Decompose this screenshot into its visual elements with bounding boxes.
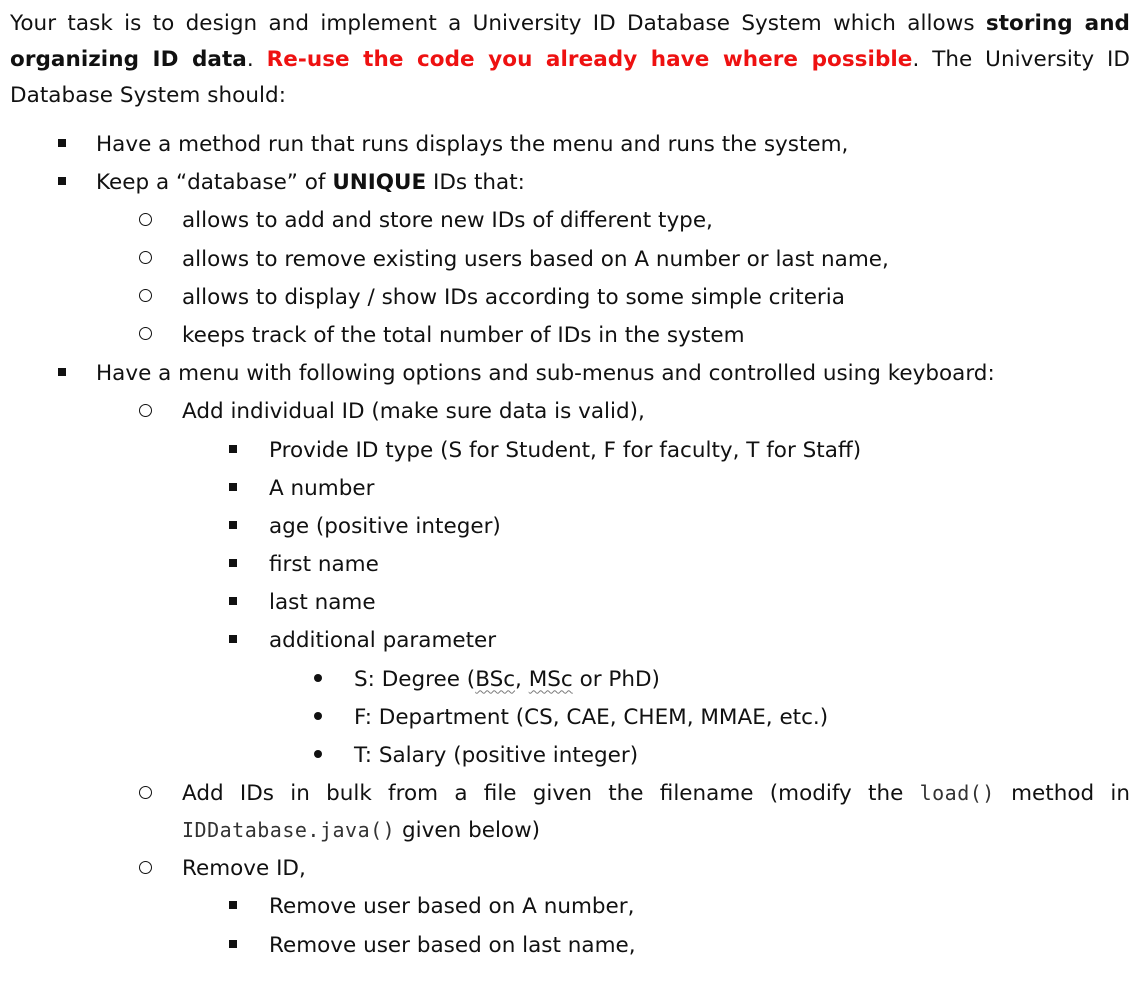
round-bullet-icon	[314, 699, 322, 737]
list-item-text: Have a menu with following options and sub-menus and controlled using keyboard:	[96, 361, 995, 387]
circle-bullet-icon	[139, 850, 152, 888]
list-item-text: allows to display / show IDs according to some simple criteria	[182, 284, 845, 310]
list-item-text: first name	[269, 552, 379, 578]
list-item-text: Remove ID,	[182, 856, 306, 882]
square-bullet-icon	[229, 927, 237, 965]
square-bullet-icon	[229, 470, 237, 508]
list-item-text: S: Degree (BSc, MSc or PhD)	[354, 666, 660, 692]
intro-text-2: .	[246, 47, 267, 72]
list-item-db-remove	[10, 241, 1130, 279]
list-item-db-add	[10, 202, 1130, 240]
circle-bullet-icon	[139, 393, 152, 431]
round-bullet-icon	[314, 737, 322, 775]
circle-bullet-icon	[139, 241, 152, 279]
intro-paragraph	[10, 6, 1130, 114]
list-item-remove-id	[10, 850, 1130, 888]
square-bullet-icon	[229, 888, 237, 926]
list-item-salary	[10, 737, 1130, 775]
list-item-text: allows to add and store new IDs of different type,	[182, 208, 713, 234]
list-item-text: Have a method run that runs displays the menu and runs the system,	[96, 132, 849, 157]
list-item-text: Remove user based on last name,	[269, 932, 636, 958]
square-bullet-icon	[58, 164, 66, 202]
spellcheck-msc: MSc	[528, 666, 573, 692]
list-item-text: Add IDs in bulk from a file given the filename (modify the load() method in IDDatabase.java() given below)	[182, 781, 1130, 844]
circle-bullet-icon	[139, 279, 152, 317]
list-item-text: additional parameter	[269, 628, 497, 654]
circle-bullet-icon	[139, 317, 152, 355]
list-item-remove-a-number	[10, 888, 1130, 926]
list-item-remove-last-name	[10, 927, 1130, 965]
list-item-text: F: Department (CS, CAE, CHEM, MMAE, etc.)	[354, 704, 829, 730]
list-item-a-number	[10, 470, 1130, 508]
list-item-department	[10, 699, 1130, 737]
square-bullet-icon	[229, 546, 237, 584]
square-bullet-icon	[229, 432, 237, 470]
spellcheck-bsc: BSc	[475, 666, 516, 692]
code-load: load()	[919, 781, 995, 806]
intro-red-reuse: Re-use the code you already have where possible	[266, 47, 913, 72]
list-item-bulk-add	[10, 775, 1130, 849]
list-item-run-method	[10, 126, 1130, 164]
square-bullet-icon	[58, 355, 66, 393]
list-item-text: Remove user based on A number,	[269, 894, 635, 920]
intro-bold-storing: storing and organizing ID data	[10, 11, 1130, 72]
circle-bullet-icon	[139, 775, 152, 812]
list-item-text: Provide ID type (S for Student, F for faculty, T for Staff)	[269, 437, 862, 463]
list-item-add-individual	[10, 393, 1130, 431]
list-item-text: Add individual ID (make sure data is valid),	[182, 399, 645, 425]
list-item-text: allows to remove existing users based on A number or last name,	[182, 246, 889, 272]
list-item-first-name	[10, 546, 1130, 584]
list-item-age	[10, 508, 1130, 546]
list-item-keep-database	[10, 164, 1130, 202]
list-item-text: A number	[269, 475, 375, 501]
intro-text-3: . The University ID Database System should:	[10, 47, 1130, 108]
unique-bold: UNIQUE	[332, 170, 427, 196]
list-item-text: keeps track of the total number of IDs in the system	[182, 322, 745, 348]
square-bullet-icon	[58, 126, 66, 164]
list-item-text: T: Salary (positive integer)	[354, 743, 639, 768]
list-item-db-track	[10, 317, 1130, 355]
list-item-db-display	[10, 279, 1130, 317]
list-item-menu	[10, 355, 1130, 393]
intro-text-1: Your task is to design and implement a University ID Database System which allows	[10, 11, 986, 36]
circle-bullet-icon	[139, 202, 152, 240]
list-item-text: last name	[269, 590, 376, 616]
list-item-degree	[10, 661, 1130, 699]
list-item-additional-parameter	[10, 622, 1130, 660]
list-item-text: Keep a “database” of UNIQUE IDs that:	[96, 170, 525, 196]
square-bullet-icon	[229, 622, 237, 660]
list-item-id-type	[10, 432, 1130, 470]
list-item-text: age (positive integer)	[269, 513, 501, 539]
document-body	[10, 6, 1130, 965]
list-item-last-name	[10, 584, 1130, 622]
square-bullet-icon	[229, 508, 237, 546]
code-iddatabase: IDDatabase.java()	[182, 818, 396, 843]
round-bullet-icon	[314, 661, 322, 699]
square-bullet-icon	[229, 584, 237, 622]
